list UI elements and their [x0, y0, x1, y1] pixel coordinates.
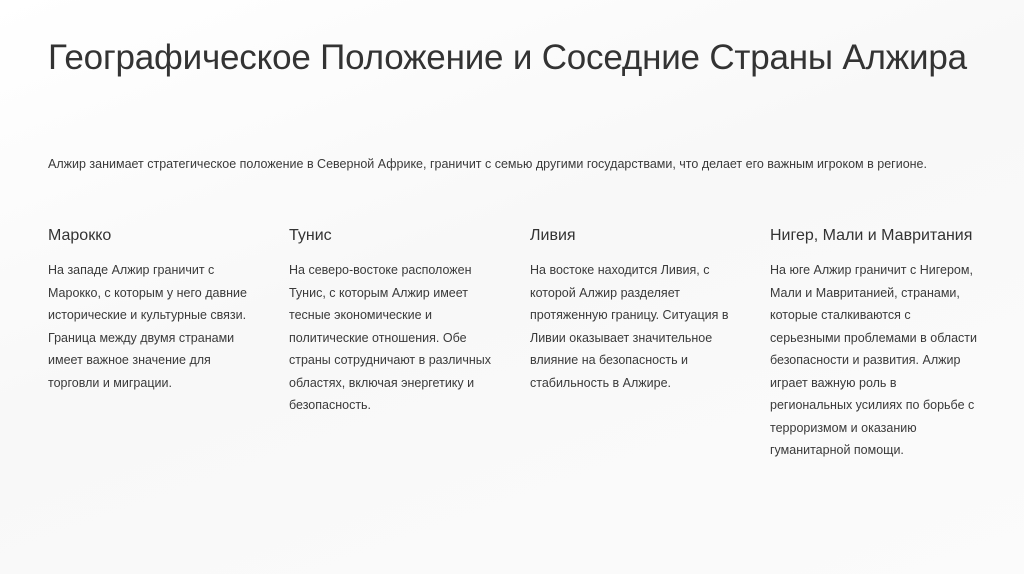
column-libya	[530, 225, 740, 394]
column-text: На востоке находится Ливия, с которой Алжир разделяет протяженную границу. Ситуация в Ливии оказывает значительное влияние на безопасность и стабильность в Алжире.	[530, 263, 729, 390]
column-niger-mali-mauritania	[770, 225, 980, 462]
column-tunisia	[289, 225, 499, 417]
column-heading: Ливия	[530, 227, 576, 244]
intro-paragraph: Алжир занимает стратегическое положение в Северной Африке, граничит с семью другими государствами, что делает его важным игроком в регионе.	[48, 157, 927, 171]
column-text: На северо-востоке расположен Тунис, с которым Алжир имеет тесные экономические и политические отношения. Обе страны сотрудничают в различных областях, включая энергетику и безопасность.	[289, 263, 492, 412]
column-heading: Нигер, Мали и Мавритания	[770, 227, 973, 244]
column-heading: Тунис	[289, 227, 332, 244]
column-text: На юге Алжир граничит с Нигером, Мали и Мавританией, странами, которые сталкиваются с серьезными проблемами в области безопасности и развития. Алжир играет важную роль в региональных усилиях по борьбе с терроризмом и оказанию гуманитарной помощи.	[770, 263, 977, 457]
column-morocco	[48, 225, 258, 394]
column-text: На западе Алжир граничит с Марокко, с которым у него давние исторические и культурные связи. Граница между двумя странами имеет важное значение для торговли и миграции.	[48, 263, 247, 390]
slide-title: Географическое Положение и Соседние Страны Алжира	[48, 38, 967, 77]
column-heading: Марокко	[48, 227, 112, 244]
